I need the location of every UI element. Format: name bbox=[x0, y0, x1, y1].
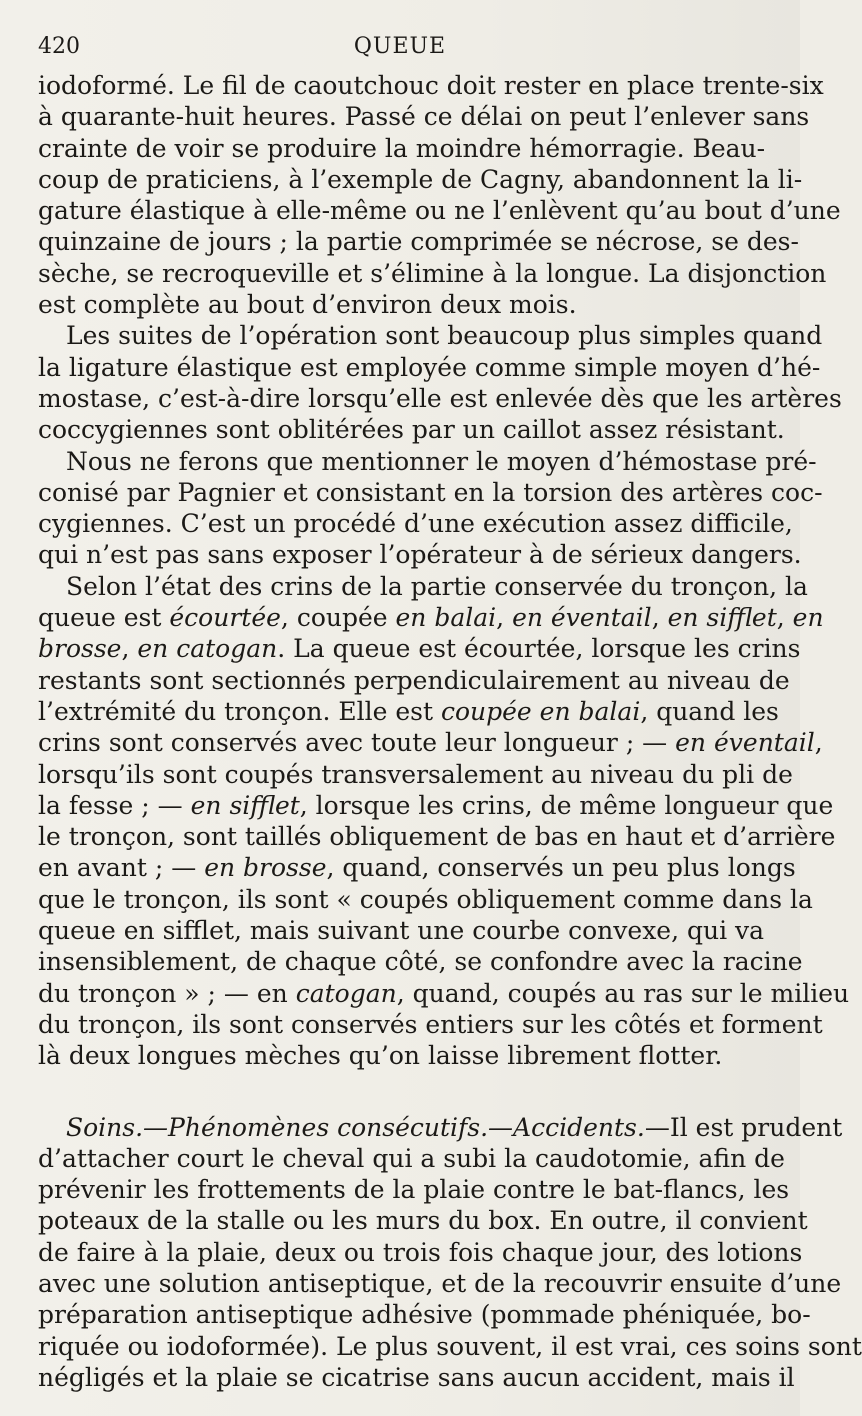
text-line bbox=[38, 70, 824, 101]
text-line bbox=[38, 1143, 785, 1174]
text-run: gature élastique à elle-même ou ne l’enlèvent qu’au bout d’une bbox=[38, 196, 841, 226]
text-run: du tronçon » ; — en bbox=[38, 978, 296, 1008]
text-run: , quand, coupés au ras sur le milieu bbox=[396, 978, 850, 1008]
text-run: , lorsque les crins, de même longueur que bbox=[299, 790, 834, 820]
text-run: —Il est prudent bbox=[644, 1112, 843, 1142]
text-run: cygiennes. C’est un procédé d’une exécution assez difficile, bbox=[38, 509, 793, 539]
text-line bbox=[38, 1331, 862, 1362]
text-line bbox=[38, 571, 808, 602]
text-run: restants sont sectionnés perpendiculairement au niveau de bbox=[38, 665, 790, 695]
text-line bbox=[38, 289, 762, 320]
text-run: queue en sifflet, mais suivant une courbe convexe, qui va bbox=[38, 916, 765, 946]
text-line bbox=[38, 1268, 842, 1299]
text-line bbox=[38, 821, 836, 852]
section-gap bbox=[38, 1072, 762, 1112]
text-line bbox=[38, 1112, 843, 1143]
text-line bbox=[38, 508, 793, 539]
italic-text: en sifflet bbox=[667, 603, 777, 633]
text-run: prévenir les frottements de la plaie contre le bat-flancs, les bbox=[38, 1175, 790, 1205]
text-run: queue est bbox=[38, 603, 170, 633]
italic-text: en sifflet bbox=[190, 790, 300, 820]
text-run: , coupée bbox=[280, 603, 396, 633]
text-line bbox=[38, 1362, 795, 1393]
text-line bbox=[38, 101, 810, 132]
text-run: quinzaine de jours ; la partie comprimée se nécrose, se des- bbox=[38, 227, 799, 257]
body-text bbox=[38, 70, 862, 1393]
text-run: la fesse ; — bbox=[38, 790, 191, 820]
text-run: mostase, c’est-à-dire lorsqu’elle est enlevée dès que les artères bbox=[38, 383, 842, 413]
paragraph bbox=[38, 446, 823, 571]
text-run: coccygiennes sont oblitérées par un caillot assez résistant. bbox=[38, 415, 785, 445]
text-line bbox=[38, 978, 850, 1009]
text-run: crainte de voir se produire la moindre hémorragie. Beau- bbox=[38, 133, 766, 163]
italic-text: en éventail bbox=[512, 603, 652, 633]
text-line bbox=[38, 383, 842, 414]
text-line bbox=[38, 477, 823, 508]
text-run: là deux longues mèches qu’on laisse librement flotter. bbox=[38, 1041, 723, 1071]
text-run: insensiblement, de chaque côté, se confondre avec la racine bbox=[38, 947, 803, 977]
text-line bbox=[38, 946, 803, 977]
text-run: l’extrémité du tronçon. Elle est bbox=[38, 696, 441, 726]
text-line bbox=[38, 414, 785, 445]
text-line bbox=[38, 539, 802, 570]
text-line bbox=[38, 446, 817, 477]
text-run: la ligature élastique est employée comme simple moyen d’hé- bbox=[38, 352, 821, 382]
text-run: coup de praticiens, à l’exemple de Cagny, abandonnent la li- bbox=[38, 164, 803, 194]
text-run: , bbox=[776, 603, 793, 633]
text-run: , bbox=[814, 728, 823, 758]
text-line bbox=[38, 258, 827, 289]
text-line bbox=[38, 915, 765, 946]
text-run: poteaux de la stalle ou les murs du box. En outre, il convient bbox=[38, 1206, 808, 1236]
text-run: crins sont conservés avec toute leur longueur ; — bbox=[38, 728, 676, 758]
text-run: d’attacher court le cheval qui a subi la caudotomie, afin de bbox=[38, 1143, 785, 1173]
text-line bbox=[38, 1299, 811, 1330]
italic-text: en catogan bbox=[137, 634, 278, 664]
text-run: qui n’est pas sans exposer l’opérateur à de sérieux dangers. bbox=[38, 540, 802, 570]
text-run: est complète au bout d’environ deux mois. bbox=[38, 290, 577, 320]
text-line bbox=[38, 320, 823, 351]
text-run: sèche, se recroqueville et s’élimine à la longue. La disjonction bbox=[38, 258, 827, 288]
italic-text: brosse bbox=[38, 634, 122, 664]
text-line bbox=[38, 226, 799, 257]
text-line bbox=[38, 790, 834, 821]
text-line bbox=[38, 633, 801, 664]
text-run: conisé par Pagnier et consistant en la torsion des artères coc- bbox=[38, 477, 823, 507]
text-run: lorsqu’ils sont coupés transversalement au niveau du pli de bbox=[38, 759, 793, 789]
text-run: , bbox=[121, 634, 138, 664]
page-header bbox=[38, 30, 762, 60]
text-run: iodoformé. Le fil de caoutchouc doit rester en place trente-six bbox=[38, 71, 824, 100]
text-line bbox=[38, 1174, 790, 1205]
text-run: , bbox=[496, 603, 513, 633]
italic-text: catogan bbox=[295, 978, 397, 1008]
italic-text: écourtée bbox=[169, 603, 281, 633]
text-run: Selon l’état des crins de la partie conservée du tronçon, la bbox=[66, 571, 808, 601]
paragraph bbox=[38, 70, 841, 320]
text-line bbox=[38, 759, 793, 790]
page-number: 420 bbox=[38, 34, 80, 59]
text-run: , quand les bbox=[640, 696, 779, 726]
text-run: préparation antiseptique adhésive (pommade phéniquée, bo- bbox=[38, 1300, 811, 1330]
text-run: le tronçon, sont taillés obliquement de bas en haut et d’arrière bbox=[38, 822, 836, 852]
italic-text: en bbox=[792, 603, 824, 633]
text-line bbox=[38, 1205, 808, 1236]
text-line bbox=[38, 1009, 823, 1040]
italic-text: en balai bbox=[395, 603, 497, 633]
text-line bbox=[38, 1237, 803, 1268]
text-line bbox=[38, 133, 766, 164]
running-title: QUEUE bbox=[353, 34, 447, 59]
italic-text: coupée en balai bbox=[440, 696, 641, 726]
text-run: que le tronçon, ils sont « coupés obliquement comme dans la bbox=[38, 884, 813, 914]
paragraph bbox=[38, 1112, 862, 1394]
text-run: avec une solution antiseptique, et de la recouvrir ensuite d’une bbox=[38, 1268, 842, 1298]
text-run: , quand, conservés un peu plus longs bbox=[326, 853, 796, 883]
text-run: , bbox=[651, 603, 668, 633]
paragraph bbox=[38, 571, 850, 1072]
text-run: à quarante-huit heures. Passé ce délai on peut l’enlever sans bbox=[38, 102, 810, 132]
text-run: en avant ; — bbox=[38, 853, 205, 883]
text-line bbox=[38, 884, 813, 915]
italic-text: en éventail bbox=[675, 728, 815, 758]
text-run: Les suites de l’opération sont beaucoup plus simples quand bbox=[66, 321, 823, 351]
text-run: riquée ou iodoformée). Le plus souvent, il est vrai, ces soins sont bbox=[38, 1331, 862, 1361]
italic-text: Soins.—Phénomènes consécutifs.—Accidents. bbox=[66, 1112, 645, 1142]
text-line bbox=[38, 665, 790, 696]
text-run: du tronçon, ils sont conservés entiers sur les côtés et forment bbox=[38, 1009, 823, 1039]
text-run: négligés et la plaie se cicatrise sans aucun accident, mais il bbox=[38, 1362, 795, 1392]
text-line bbox=[38, 352, 821, 383]
text-line bbox=[38, 1040, 762, 1071]
text-run: Nous ne ferons que mentionner le moyen d’hémostase pré- bbox=[66, 446, 817, 476]
text-run: de faire à la plaie, deux ou trois fois chaque jour, des lotions bbox=[38, 1237, 803, 1267]
text-line bbox=[38, 727, 823, 758]
text-line bbox=[38, 852, 796, 883]
text-line bbox=[38, 602, 824, 633]
text-run: . La queue est écourtée, lorsque les crins bbox=[277, 634, 801, 664]
text-line bbox=[38, 696, 779, 727]
paragraph bbox=[38, 320, 842, 445]
text-line bbox=[38, 164, 803, 195]
text-line bbox=[38, 195, 841, 226]
italic-text: en brosse bbox=[204, 853, 327, 883]
